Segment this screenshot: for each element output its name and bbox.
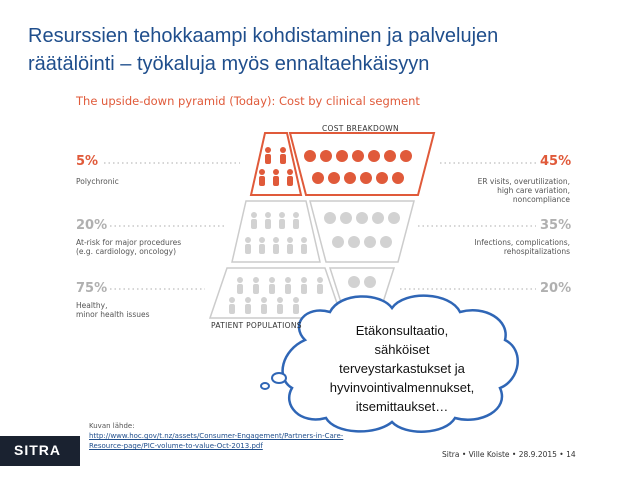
left-desc-healthy [76, 301, 150, 319]
right-percent-mid-cost: 35% [540, 218, 572, 233]
cloud-text-line: terveystarkastukset ja [339, 361, 465, 376]
left-desc-line: minor health issues [76, 310, 150, 319]
cost-tier-middle [310, 201, 414, 262]
image-source [89, 421, 343, 451]
left-desc-line: Healthy, [76, 301, 108, 310]
left-desc-line: (e.g. cardiology, oncology) [76, 247, 177, 256]
right-desc-line: rehospitalizations [503, 247, 570, 256]
left-desc-polychronic [76, 177, 119, 186]
cloud-text-line: hyvinvointivalmennukset, [329, 380, 475, 395]
left-percent-healthy: 75% [76, 281, 108, 296]
left-desc-line: At-risk for major procedures [76, 238, 182, 247]
right-percent-high-cost: 45% [540, 154, 572, 169]
cloud-text-line: Etäkonsultaatio, [355, 323, 449, 338]
source-label: Kuvan lähde: [89, 422, 135, 430]
left-desc-at-risk [76, 238, 181, 256]
cost-breakdown-header: COST BREAKDOWN [322, 124, 399, 133]
slide-title-line-2: räätälöinti – työkaluja myös ennaltaehkäisyyn [28, 53, 430, 75]
right-percent-low-cost: 20% [540, 281, 572, 296]
right-desc-high-cost [470, 177, 570, 204]
right-desc-mid-cost [470, 238, 570, 256]
cloud-text-line: itsemittaukset… [355, 399, 449, 414]
right-desc-line: noncompliance [512, 195, 570, 204]
sitra-logo [0, 436, 80, 466]
left-desc-line: Polychronic [76, 177, 119, 186]
right-desc-line: Infections, complications, [474, 238, 570, 247]
source-link-line-1[interactable]: http://www.hoc.gov/t.nz/assets/Consumer-Engagement/Partners-in-Care- [89, 432, 344, 440]
cloud-callout-text [302, 321, 502, 416]
footer-info: Sitra • Ville Koiste • 28.9.2015 • 14 [442, 450, 576, 459]
left-percent-at-risk: 20% [76, 218, 108, 233]
diagram-title: The upside-down pyramid (Today): Cost by clinical segment [76, 94, 420, 108]
patient-populations-header: PATIENT POPULATIONS [211, 321, 302, 330]
sitra-logo-text: SITRA [14, 442, 61, 458]
right-desc-line: ER visits, overutilization, [477, 177, 570, 186]
slide-title-line-1: Resurssien tehokkaampi kohdistaminen ja palvelujen [28, 25, 499, 47]
right-desc-line: high care variation, [497, 186, 570, 195]
cloud-text-line: sähköiset [374, 342, 430, 357]
left-percent-polychronic: 5% [76, 154, 99, 169]
cost-tier-top [290, 133, 434, 195]
source-link-line-2[interactable]: Resource-page/PIC-volume-to-value-Oct-2013.pdf [89, 442, 263, 450]
cloud-tail-bubbles [261, 373, 286, 389]
